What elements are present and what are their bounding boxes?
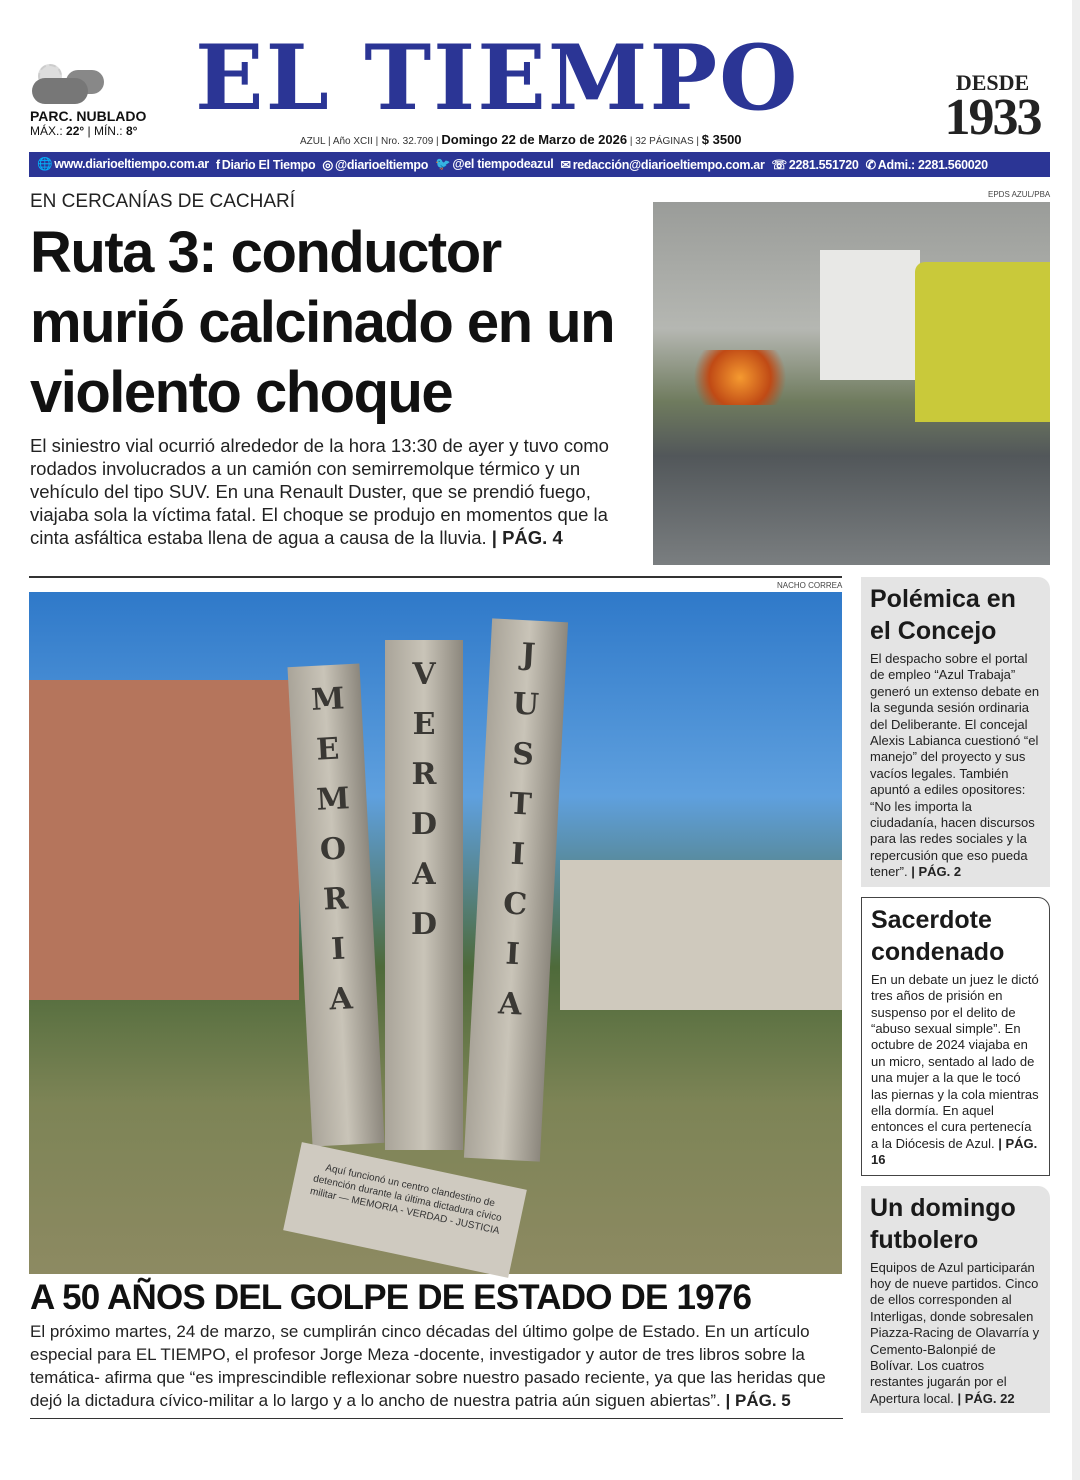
min-temp: 8° [125, 124, 138, 138]
contact-text: Diario El Tiempo [221, 157, 316, 172]
sidebar-story-sacerdote[interactable] [861, 897, 1050, 1176]
since-badge [935, 70, 1050, 146]
whatsapp-icon: ☏ [771, 158, 787, 172]
since-year: 1933 [944, 89, 1041, 146]
main-kicker: EN CERCANÍAS DE CACHARÍ [30, 191, 295, 212]
sidebar-title: Sacerdote condenado [871, 905, 1005, 966]
city: AZUL [300, 136, 326, 147]
sidebar [861, 577, 1050, 1413]
second-lead-text: El próximo martes, 24 de marzo, se cumplirán cinco décadas del último golpe de Estado. En un artículo especial para EL TIEMPO, el profesor Jorge Meza -docente, investigador y autor de tres libros sobre la temática- afirma que “es imprescindible reflexionar sobre nuestro pasado reciente, ya que las heridas que dejó la dictadura cívico-militar a lo largo y a lo ancho de nuestra patria aún siguen abiertas”. [30, 1322, 826, 1410]
main-headline[interactable]: Ruta 3: conductor murió calcinado en un violento choque [30, 220, 615, 425]
contact-item[interactable] [216, 158, 315, 172]
truck-cab [915, 262, 1050, 422]
sidebar-title: Un domingo futbolero [870, 1193, 1016, 1254]
sidebar-body [870, 1260, 1041, 1408]
max-label: MÁX.: [30, 124, 63, 138]
contact-text: redacción@diarioeltiempo.com.ar [572, 158, 765, 172]
second-story [30, 1278, 843, 1419]
sidebar-title: Polémica en el Concejo [870, 585, 1016, 645]
weather-temps: MÁX.: 22° | MÍN.: 8° [30, 124, 138, 138]
sidebar-page-ref: | PÁG. 22 [957, 1390, 1015, 1406]
main-page-ref: | PÁG. 4 [491, 527, 563, 548]
contact-item[interactable] [866, 157, 988, 172]
price: $ 3500 [701, 132, 742, 147]
divider [29, 576, 842, 578]
edition-info: AZUL | Año XCII | Nro. 32.709 | Domingo 22 de Marzo de 2026 | 32 PÁGINAS | $ 3500 [300, 132, 742, 147]
photo-credit: EPDS AZUL/PBA [988, 190, 1051, 199]
pillar-justicia: JUSTICIA [464, 618, 568, 1161]
sidebar-page-ref: | PÁG. 16 [871, 1135, 1038, 1168]
weather-condition: PARC. NUBLADO [30, 108, 147, 124]
main-story [30, 190, 648, 549]
phone-icon: ✆ [865, 158, 876, 172]
memorial-plaque: Aquí funcionó un centro clandestino de detención durante la última dictadura cívico militar — MEMORIA - VERDAD - JUSTICIA [283, 1142, 527, 1278]
second-page-ref: | PÁG. 5 [725, 1391, 791, 1410]
sidebar-body [870, 651, 1041, 881]
contact-text: @el tiempodeazul [452, 157, 554, 171]
pillar-memoria: MEMORIA [287, 663, 384, 1146]
max-temp: 22° [66, 124, 85, 138]
partly-cloudy-icon [30, 62, 105, 104]
photo-credit-2: NACHO CORREA [777, 581, 843, 590]
contact-item[interactable] [772, 157, 859, 172]
edition-date: Domingo 22 de Marzo de 2026 [441, 132, 628, 147]
second-lead [30, 1320, 843, 1412]
contact-item[interactable] [37, 157, 209, 172]
mail-icon: ✉ [560, 158, 571, 172]
sidebar-story-futbol[interactable] [861, 1186, 1050, 1414]
facebook-icon: f [215, 157, 220, 172]
sidebar-body-text: Equipos de Azul participarán hoy de nueve partidos. Cinco de ellos corresponden al Interligas, donde sobresalen Piazza-Racing de Olavarría y Cemento-Balonpié de Bolívar. Los cuatros restantes jugarán por el Apertura local. [870, 1259, 1040, 1406]
second-headline[interactable]: A 50 AÑOS DEL GOLPE DE ESTADO DE 1976 [30, 1278, 752, 1317]
contact-text: @diarioeltiempo [334, 158, 429, 172]
sidebar-story-concejo[interactable] [861, 577, 1050, 887]
since-label: DESDE [955, 70, 1030, 95]
contact-text: 2281.551720 [788, 158, 859, 172]
sidebar-page-ref: | PÁG. 2 [911, 864, 962, 880]
edition-number: Nro. 32.709 [381, 136, 434, 147]
instagram-icon: ◎ [322, 158, 333, 172]
page-count: 32 PÁGINAS [635, 136, 694, 147]
contact-item[interactable] [322, 157, 428, 172]
house [29, 680, 299, 1000]
sidebar-body-text: El despacho sobre el portal de empleo “Azul Trabaja” generó un extenso debate en la segunda sesión ordinaria del Deliberante. El concejal Alexis Labianca cuestionó “el manejo” del proyecto y sus vacíos legales. También apuntó a ediles opositores: “No les importa la ciudadanía, hacen discursos para las redes sociales y la repercusión que eso pueda tener”. [870, 651, 1040, 880]
main-lead [30, 434, 648, 549]
min-label: MÍN.: [93, 124, 123, 138]
newspaper-logo: EL TIEMPO [195, 25, 800, 131]
globe-icon: 🌐 [37, 157, 53, 171]
contact-bar [29, 152, 1050, 177]
contact-text: Admi.: 2281.560020 [877, 158, 988, 172]
contact-item[interactable] [561, 157, 765, 172]
burning-car [685, 350, 795, 405]
weather-widget [30, 62, 180, 138]
sidebar-body [871, 972, 1040, 1169]
truck-trailer [820, 250, 920, 380]
main-lead-text: El siniestro vial ocurrió alrededor de la hora 13:30 de ayer y tuvo como rodados involucrados a un camión con semirremolque térmico y un vehículo del tipo SUV. En una Renault Duster, que se prendió fuego, viajaba sola la víctima fatal. El choque se produjo en momentos que la cinta asfáltica estaba llena de agua a causa de la lluvia. [30, 435, 609, 548]
sidebar-body-text: En un debate un juez le dictó tres años de prisión en suspenso por el delito de “abuso sexual simple”. En octubre de 2024 viajaba en un micro, sentado al lado de una mujer a la que le tocó las piernas y la cola mientras ella dormía. En aquel entonces el cura pertenecía a la Diócesis de Azul. [871, 971, 1039, 1151]
contact-item[interactable] [435, 157, 553, 172]
edition-year: Año XCII [332, 136, 373, 147]
mural-wall [560, 860, 842, 1010]
scrollbar[interactable] [1072, 0, 1080, 1480]
pillar-verdad: VERDAD [385, 640, 463, 1150]
contact-text: www.diarioeltiempo.com.ar [54, 157, 209, 171]
twitter-icon: 🐦 [435, 157, 451, 171]
